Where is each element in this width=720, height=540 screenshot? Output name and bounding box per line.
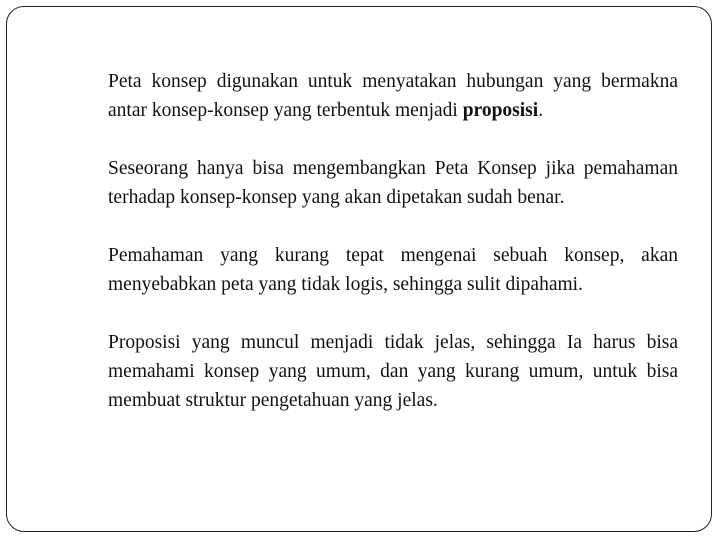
slide-content bbox=[108, 67, 678, 415]
slide-frame bbox=[6, 6, 712, 532]
paragraph-4: Proposisi yang muncul menjadi tidak jelas, sehingga Ia harus bisa memahami konsep yang umum, dan yang kurang umum, untuk bisa membuat struktur pengetahuan yang jelas. bbox=[108, 332, 678, 411]
paragraph-3: Pemahaman yang kurang tepat mengenai sebuah konsep, akan menyebabkan peta yang tidak logis, sehingga sulit dipahami. bbox=[108, 245, 678, 295]
paragraph-2: Seseorang hanya bisa mengembangkan Peta Konsep jika pemahaman terhadap konsep-konsep yang akan dipetakan sudah benar. bbox=[108, 158, 678, 208]
paragraph-1-tail: . bbox=[538, 100, 544, 121]
keyword-proposisi: proposisi bbox=[462, 100, 539, 121]
paragraph-1 bbox=[108, 67, 678, 125]
paragraph-1-lead: Peta konsep digunakan untuk menyatakan hubungan yang bermakna antar konsep-konsep yang terbentuk menjadi bbox=[108, 71, 678, 121]
